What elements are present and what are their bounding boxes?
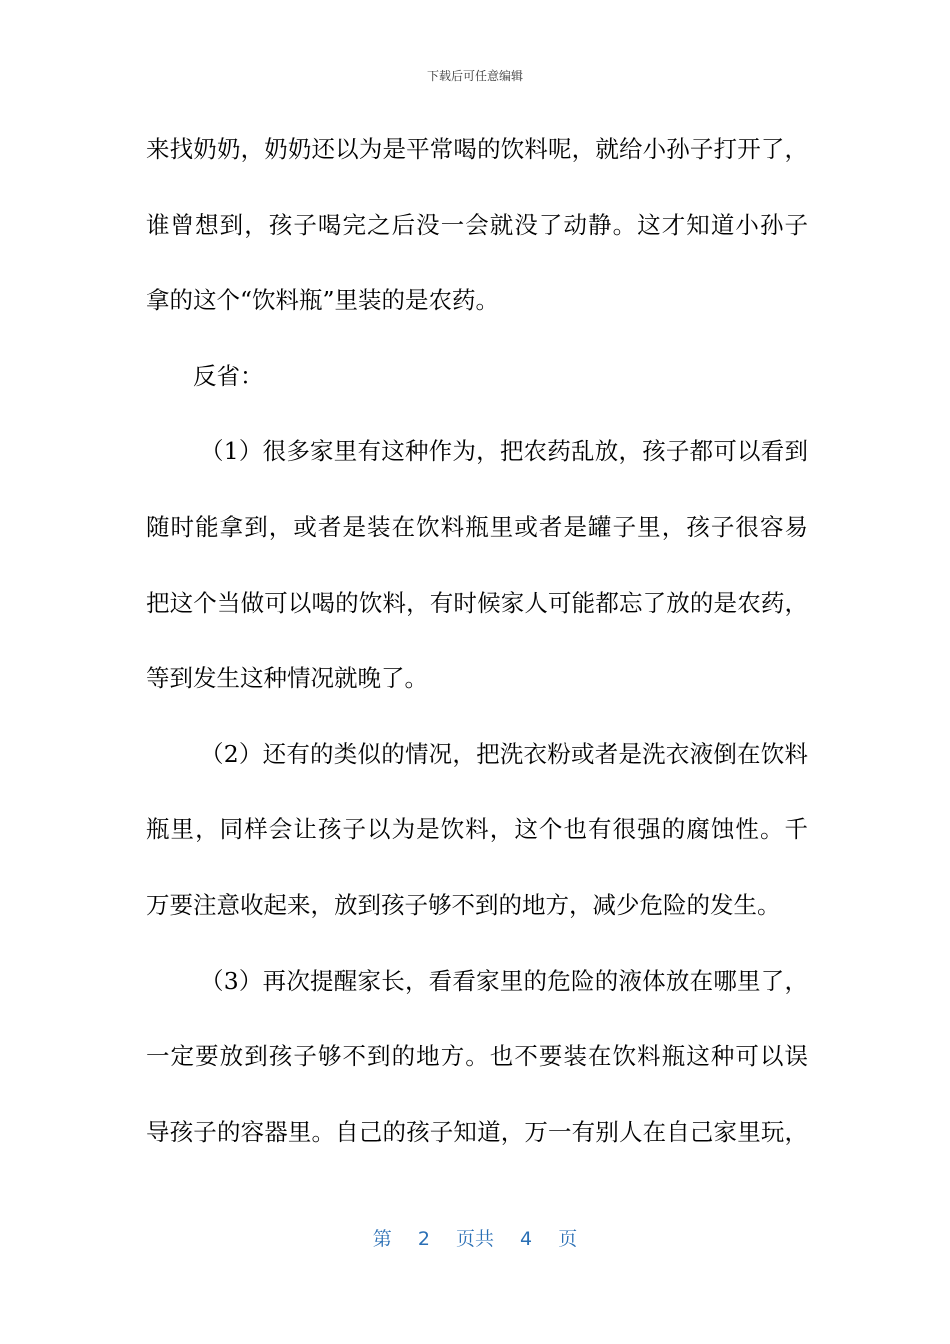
- page-footer: [0, 1224, 950, 1251]
- body-line: 瓶里，同样会让孩子以为是饮料，这个也有很强的腐蚀性。千: [146, 815, 808, 844]
- body-line: （2）还有的类似的情况，把洗衣粉或者是洗衣液倒在饮料: [200, 739, 808, 768]
- section-heading: 反省：: [193, 361, 264, 390]
- body-line: 等到发生这种情况就晚了。: [146, 664, 428, 693]
- body-line: 来找奶奶，奶奶还以为是平常喝的饮料呢，就给小孙子打开了，: [146, 135, 808, 163]
- body-line: 把这个当做可以喝的饮料，有时候家人可能都忘了放的是农药，: [146, 588, 808, 617]
- body-line: 一定要放到孩子够不到的地方。也不要装在饮料瓶这种可以误: [146, 1042, 808, 1071]
- page-header-note: 下载后可任意编辑: [426, 69, 523, 83]
- page-number: 2: [417, 1228, 430, 1250]
- page-total: 4: [520, 1228, 533, 1250]
- body-line: 导孩子的容器里。自己的孩子知道，万一有别人在自己家里玩，: [146, 1117, 808, 1146]
- body-line: 谁曾想到，孩子喝完之后没一会就没了动静。这才知道小孙子: [146, 210, 808, 239]
- page-mid: 页共: [455, 1228, 494, 1250]
- body-line: 随时能拿到，或者是装在饮料瓶里或者是罐子里，孩子很容易: [146, 512, 808, 541]
- page-prefix: 第: [372, 1228, 392, 1250]
- body-line: 拿的这个“饮料瓶”里装的是农药。: [146, 286, 500, 315]
- body-line: （3）再次提醒家长，看看家里的危险的液体放在哪里了，: [200, 966, 808, 995]
- document-body: [146, 124, 808, 1182]
- body-line: 万要注意收起来，放到孩子够不到的地方，减少危险的发生。: [146, 890, 781, 919]
- page-suffix: 页: [558, 1228, 578, 1250]
- body-line: （1）很多家里有这种作为，把农药乱放，孩子都可以看到: [200, 437, 808, 466]
